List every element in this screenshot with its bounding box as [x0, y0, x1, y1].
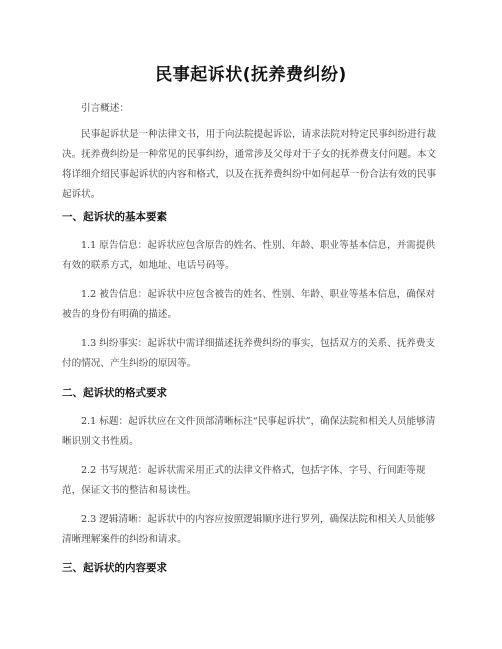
section-2-item-1: 2.1 标题：起诉状应在文件顶部清晰标注“民事起诉状”，确保法院和相关人员能够清晰识别文书性质。 [62, 416, 436, 447]
section-heading-1: 一、起诉状的基本要素 [62, 211, 167, 223]
section-2-item-3: 2.3 逻辑清晰：起诉状中的内容应按照逻辑顺序进行罗列，确保法院和相关人员能够清晰理解案件的纠纷和请求。 [62, 514, 436, 545]
section-1-item-3: 1.3 纠纷事实：起诉状中需详细描述抚养费纠纷的事实，包括双方的关系、抚养费支付的情况、产生纠纷的原因等。 [62, 338, 436, 369]
section-heading-3: 三、起诉状的内容要求 [62, 562, 167, 574]
intro-label: 引言概述： [81, 103, 129, 114]
section-heading-2: 二、起诉状的格式要求 [62, 387, 167, 399]
document-title: 民事起诉状(抚养费纠纷) [155, 65, 347, 85]
section-1-item-2: 1.2 被告信息：起诉状中应包含被告的姓名、性别、年龄、职业等基本信息，确保对被告的身份有明确的描述。 [62, 289, 436, 320]
section-2-item-2: 2.2 书写规范：起诉状需采用正式的法律文件格式，包括字体、字号、行间距等规范，保证文书的整洁和易读性。 [62, 465, 426, 496]
section-1-item-1: 1.1 原告信息：起诉状应包含原告的姓名、性别、年龄、职业等基本信息，并需提供有效的联系方式，如地址、电话号码等。 [62, 240, 436, 271]
intro-paragraph: 民事起诉状是一种法律文书，用于向法院提起诉讼，请求法院对特定民事纠纷进行裁决。抚养费纠纷是一种常见的民事纠纷，通常涉及父母对于子女的抚养费支付问题。本文将详细介绍民事起诉状的内容和格式，以及在抚养费纠纷中如何起草一份合法有效的民事起诉状。 [62, 129, 437, 200]
